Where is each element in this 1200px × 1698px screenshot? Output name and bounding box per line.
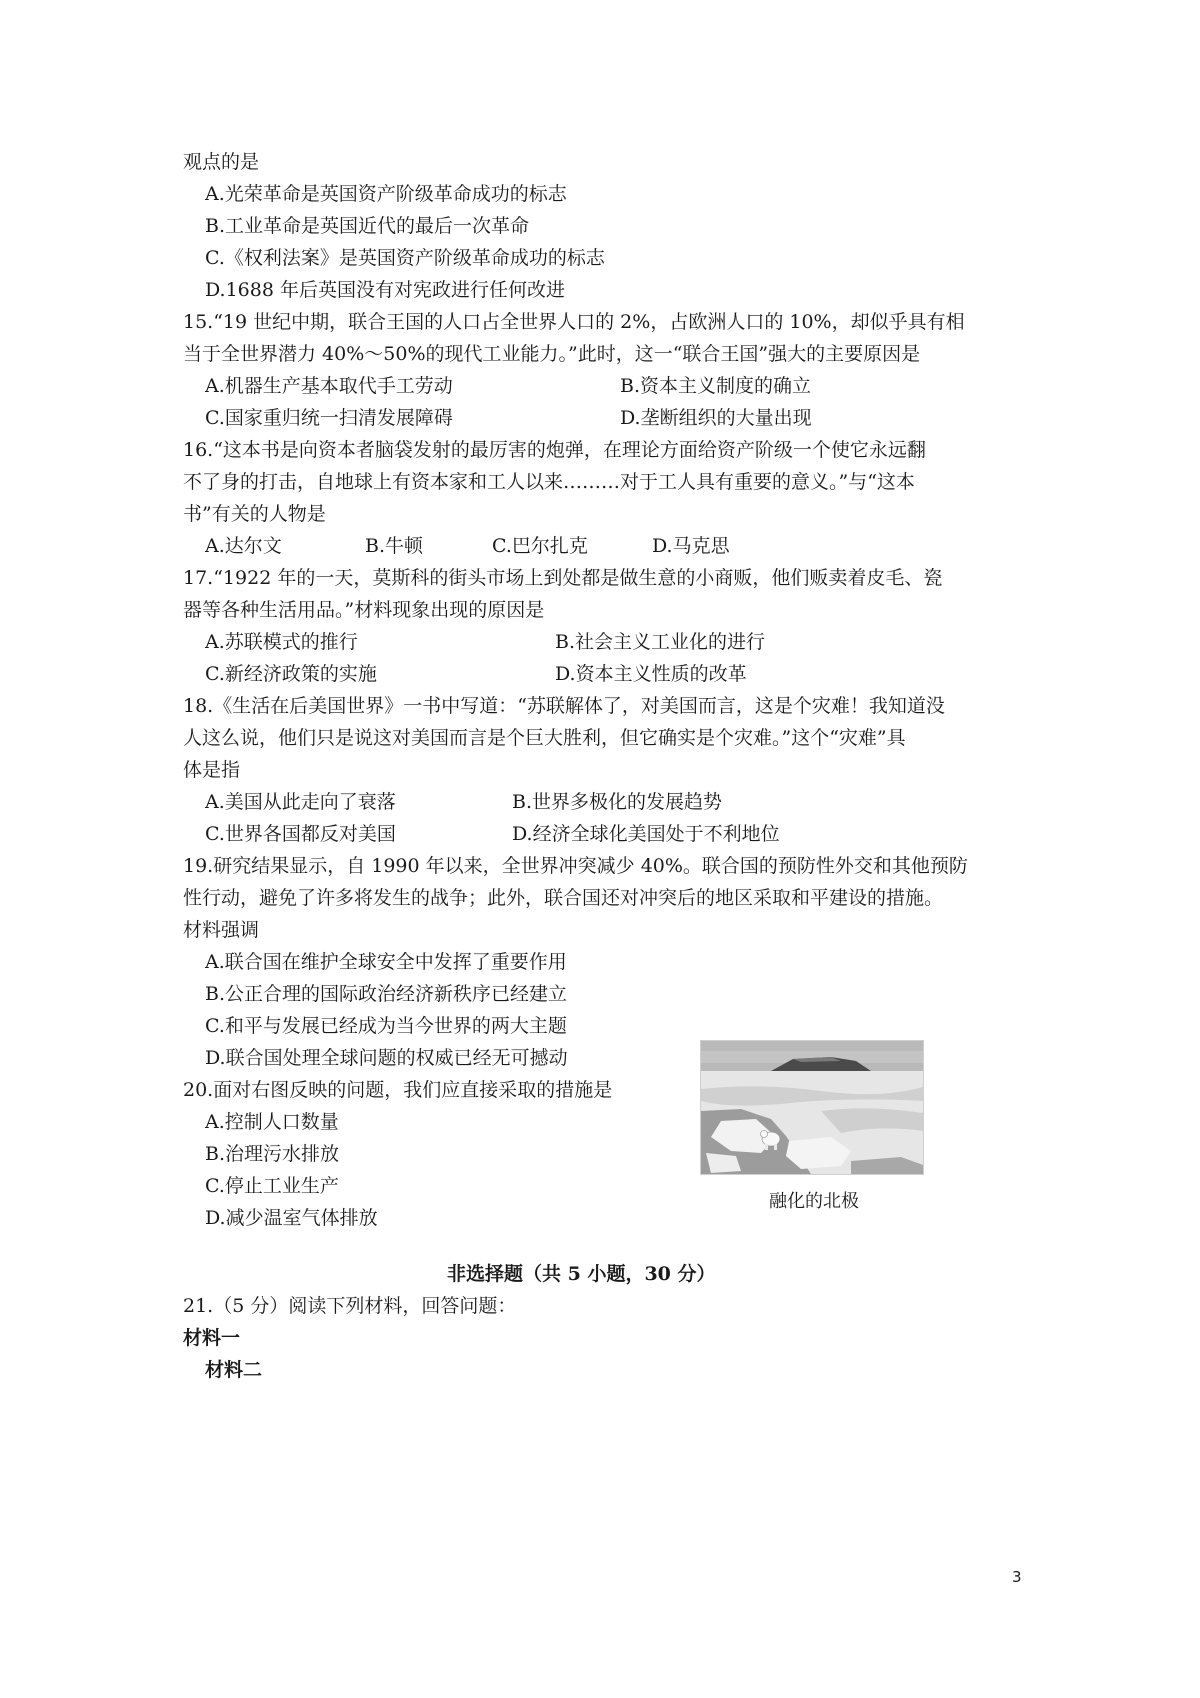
q17-option-d: D.资本主义性质的改革 [555, 663, 747, 685]
q17-option-c: C.新经济政策的实施 [205, 663, 377, 685]
q16-stem-line-2: 不了身的打击，自地球上有资本家和工人以来………对于工人具有重要的意义。”与“这本 [183, 471, 915, 493]
q18-option-d: D.经济全球化美国处于不利地位 [512, 823, 780, 845]
q20-stem: 20.面对右图反映的问题，我们应直接采取的措施是 [183, 1079, 613, 1101]
q18-option-b: B.世界多极化的发展趋势 [512, 791, 723, 813]
q21-stem: 21.（5 分）阅读下列材料，回答问题： [183, 1295, 517, 1317]
q17-stem-line-2: 器等各种生活用品。”材料现象出现的原因是 [183, 599, 545, 621]
section-heading: 非选择题（共 5 小题，30 分） [447, 1263, 716, 1285]
q16-option-a: A.达尔文 [205, 535, 282, 557]
q19-option-c: C.和平与发展已经成为当今世界的两大主题 [205, 1015, 567, 1037]
q14-option-b: B.工业革命是英国近代的最后一次革命 [205, 215, 530, 237]
q14-option-c: C.《权利法案》是英国资产阶级革命成功的标志 [205, 247, 605, 269]
figure-caption: 融化的北极 [769, 1191, 859, 1212]
q19-option-b: B.公正合理的国际政治经济新秩序已经建立 [205, 983, 568, 1005]
q20-option-c: C.停止工业生产 [205, 1175, 339, 1197]
q15-stem-line-2: 当于全世界潜力 40%～50%的现代工业能力。”此时，这一“联合王国”强大的主要原因是 [183, 343, 921, 365]
q14-option-d: D.1688 年后英国没有对宪政进行任何改进 [205, 279, 565, 301]
q14-option-a: A.光荣革命是英国资产阶级革命成功的标志 [205, 183, 567, 205]
q18-option-c: C.世界各国都反对美国 [205, 823, 396, 845]
q19-option-a: A.联合国在维护全球安全中发挥了重要作用 [205, 951, 567, 973]
material-1-label: 材料一 [183, 1327, 241, 1349]
q16-stem-line-3: 书”有关的人物是 [183, 503, 326, 525]
q18-option-a: A.美国从此走向了衰落 [205, 791, 396, 813]
q16-option-b: B.牛顿 [365, 535, 424, 557]
q19-stem-line-3: 材料强调 [183, 919, 260, 941]
q15-option-b: B.资本主义制度的确立 [620, 375, 812, 397]
q20-option-d: D.减少温室气体排放 [205, 1207, 378, 1229]
q18-stem-line-2: 人这么说，他们只是说这对美国而言是个巨大胜利，但它确实是个灾难。”这个“灾难”具 [183, 727, 906, 749]
q17-stem-line-1: 17.“1922 年的一天，莫斯科的街头市场上到处都是做生意的小商贩，他们贩卖着皮毛、瓷 [183, 567, 943, 589]
q15-option-d: D.垄断组织的大量出现 [620, 407, 812, 429]
q20-option-a: A.控制人口数量 [205, 1111, 339, 1133]
q18-stem-line-1: 18.《生活在后美国世界》一书中写道：“苏联解体了，对美国而言，这是个灾难！我知道没 [183, 695, 945, 717]
q14-stem-tail: 观点的是 [183, 151, 260, 173]
q15-option-c: C.国家重归统一扫清发展障碍 [205, 407, 453, 429]
q17-option-a: A.苏联模式的推行 [205, 631, 358, 653]
material-2-label: 材料二 [205, 1359, 263, 1381]
q19-option-d: D.联合国处理全球问题的权威已经无可撼动 [205, 1047, 568, 1069]
melting-arctic-photo [700, 1040, 924, 1175]
page-number: 3 [1012, 1568, 1022, 1586]
q16-option-c: C.巴尔扎克 [492, 535, 588, 557]
q17-option-b: B.社会主义工业化的进行 [555, 631, 766, 653]
q18-stem-line-3: 体是指 [183, 759, 241, 781]
q20-option-b: B.治理污水排放 [205, 1143, 340, 1165]
q16-stem-line-1: 16.“这本书是向资本者脑袋发射的最厉害的炮弹，在理论方面给资产阶级一个使它永远翻 [183, 439, 926, 461]
q15-stem-line-1: 15.“19 世纪中期，联合王国的人口占全世界人口的 2%，占欧洲人口的 10%，却似乎具有相 [183, 311, 965, 333]
q19-stem-line-1: 19.研究结果显示，自 1990 年以来，全世界冲突减少 40%。联合国的预防性外交和其他预防 [183, 855, 968, 877]
q19-stem-line-2: 性行动，避免了许多将发生的战争；此外，联合国还对冲突后的地区采取和平建设的措施。 [183, 887, 944, 909]
q16-option-d: D.马克思 [652, 535, 730, 557]
q15-option-a: A.机器生产基本取代手工劳动 [205, 375, 453, 397]
